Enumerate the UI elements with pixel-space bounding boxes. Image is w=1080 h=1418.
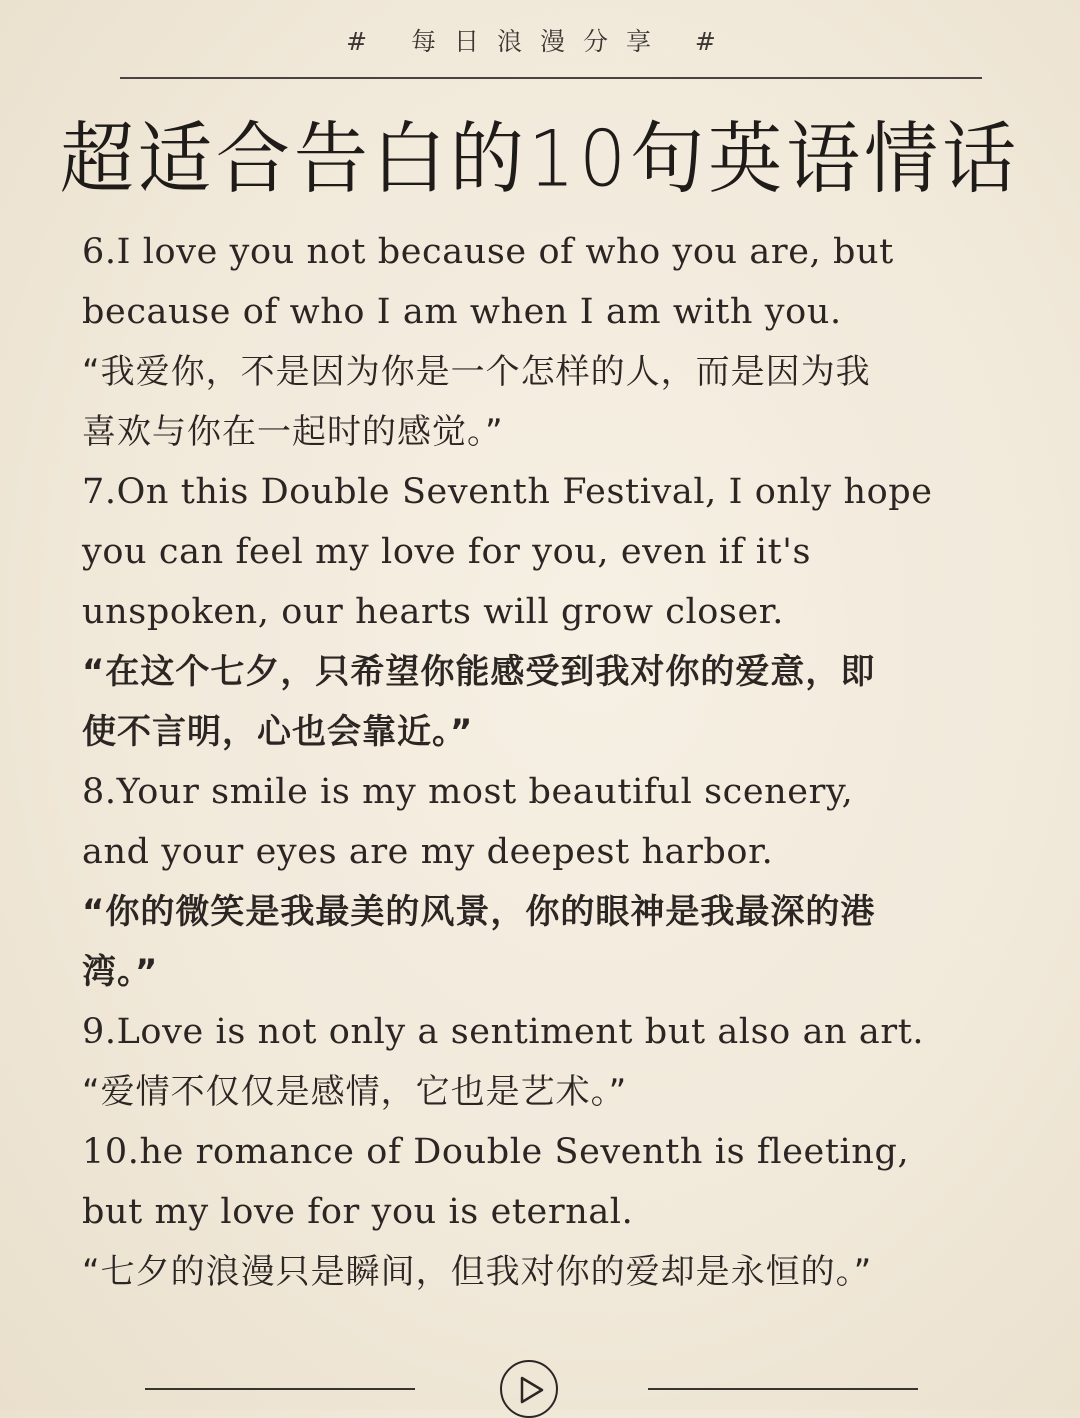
play-icon: [519, 1376, 545, 1404]
tagline: # 每日浪漫分享 #: [346, 27, 734, 56]
quote-8: [82, 762, 1002, 1002]
quote-6: [82, 222, 1002, 462]
quote-7-zh-line-1: “在这个七夕，只希望你能感受到我对你的爱意，即: [82, 652, 876, 692]
quote-7-en-line-1: 7.On this Double Seventh Festival, I only hope: [82, 472, 933, 512]
play-button[interactable]: [500, 1360, 558, 1418]
quote-7-en-line-2: you can feel my love for you, even if it's: [82, 532, 812, 572]
quote-10-en-line-1: 10.he romance of Double Seventh is fleeting,: [82, 1132, 910, 1172]
quote-10-zh-line-1: “七夕的浪漫只是瞬间，但我对你的爱却是永恒的。”: [82, 1252, 873, 1292]
quote-6-en-line-2: because of who I am when I am with you.: [82, 292, 842, 332]
quote-8-zh-line-2: 湾。”: [82, 952, 159, 992]
bottom-divider-right: [648, 1388, 918, 1390]
quote-9: [82, 1002, 1002, 1122]
top-divider: [120, 77, 982, 79]
quote-6-zh-line-2: 喜欢与你在一起时的感觉。”: [82, 412, 504, 452]
quote-7: [82, 462, 1002, 762]
quote-7-zh-line-2: 使不言明，心也会靠近。”: [82, 712, 474, 752]
bottom-divider-left: [145, 1388, 415, 1390]
quote-6-en-line-1: 6.I love you not because of who you are, but: [82, 232, 894, 272]
quote-8-en-line-2: and your eyes are my deepest harbor.: [82, 832, 774, 872]
page-title: 超适合告白的10句英语情话: [59, 114, 1021, 205]
quote-10: [82, 1122, 1002, 1302]
quote-9-zh-line-1: “爱情不仅仅是感情，它也是艺术。”: [82, 1072, 628, 1112]
quote-8-en-line-1: 8.Your smile is my most beautiful scenery,: [82, 772, 854, 812]
quotes-list: [82, 222, 1002, 1302]
quote-7-en-line-3: unspoken, our hearts will grow closer.: [82, 592, 785, 632]
quote-9-en-line-1: 9.Love is not only a sentiment but also an art.: [82, 1012, 925, 1052]
quote-8-zh-line-1: “你的微笑是我最美的风景，你的眼神是我最深的港: [82, 892, 876, 932]
quote-10-en-line-2: but my love for you is eternal.: [82, 1192, 634, 1232]
quote-6-zh-line-1: “我爱你，不是因为你是一个怎样的人，而是因为我: [82, 352, 871, 392]
